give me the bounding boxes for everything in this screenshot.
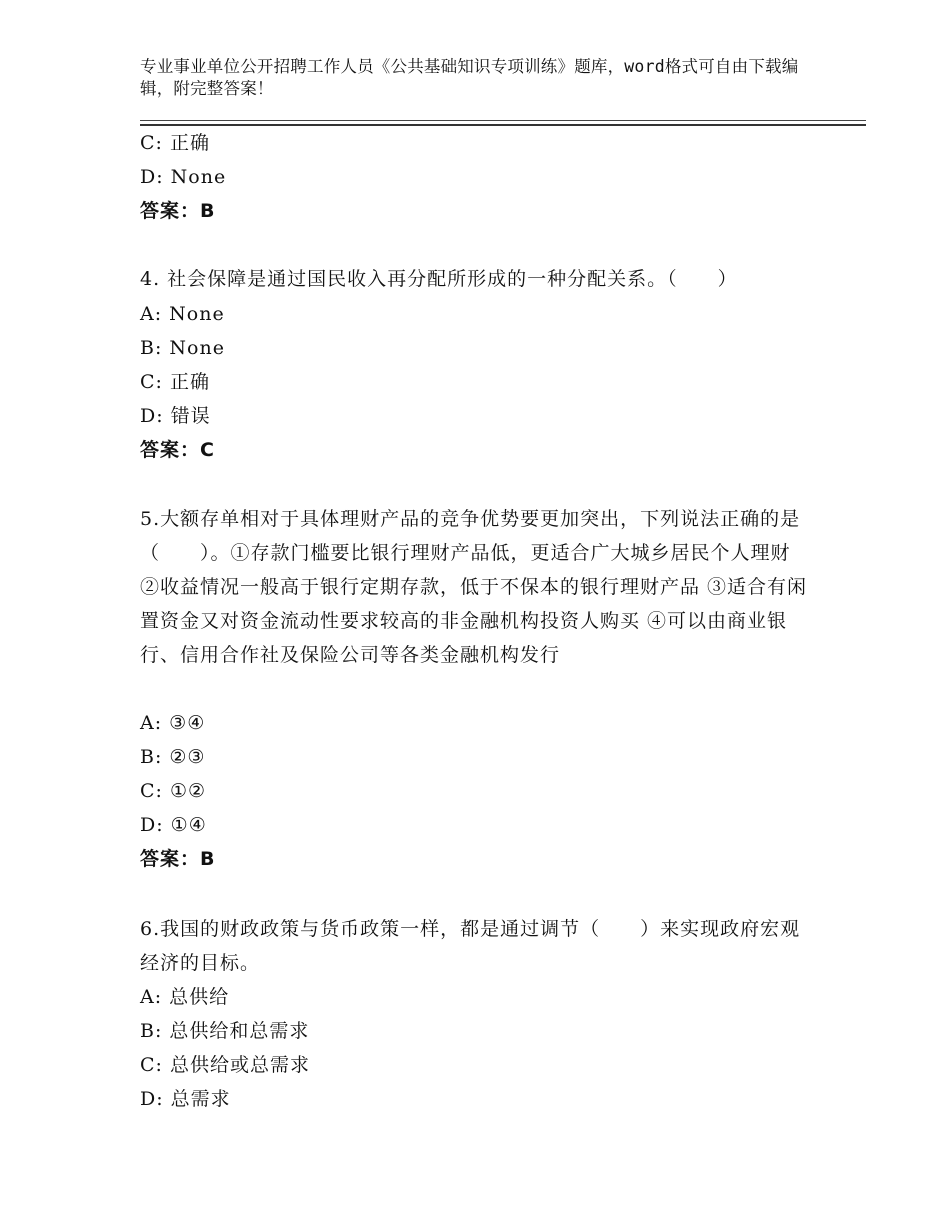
- option-c: C: 正确: [140, 132, 210, 154]
- q6-option-d: D: 总需求: [140, 1088, 231, 1110]
- q5-option-d: D: ①④: [140, 814, 207, 836]
- question-4-text: 4. 社会保障是通过国民收入再分配所形成的一种分配关系。（ ）: [140, 268, 738, 290]
- header-rule-thin: [140, 120, 866, 121]
- q4-option-d: D: 错误: [140, 405, 211, 427]
- question-6-text: 6.我国的财政政策与货币政策一样，都是通过调节（ ）来实现政府宏观经济的目标。: [140, 918, 801, 974]
- option-d: D: None: [140, 166, 227, 188]
- q4-option-c: C: 正确: [140, 371, 210, 393]
- q5-answer: 答案：B: [140, 848, 216, 870]
- q4-option-b: B: None: [140, 337, 225, 359]
- q6-option-a: A: 总供给: [140, 986, 230, 1008]
- q6-option-c: C: 总供给或总需求: [140, 1054, 310, 1076]
- page-header: 专业事业单位公开招聘工作人员《公共基础知识专项训练》题库，word格式可自由下载编辑，附完整答案！: [140, 57, 799, 98]
- q4-option-a: A: None: [140, 303, 225, 325]
- q5-option-b: B: ②③: [140, 746, 206, 768]
- question-5-text: 5.大额存单相对于具体理财产品的竞争优势要更加突出，下列说法正确的是（ ）。①存款门槛要比银行理财产品低，更适合广大城乡居民个人理财 ②收益情况一般高于银行定期存款，低于不保本的银行理财产品 ③适合有闲置资金又对资金流动性要求较高的非金融机构投资人购买 ④可以由商业银行、信用合作社及保险公司等各类金融机构发行: [140, 508, 808, 666]
- q5-option-c: C: ①②: [140, 780, 207, 802]
- answer-label: 答案：B: [140, 200, 216, 222]
- header-rule-thick: [140, 124, 866, 126]
- q5-option-a: A: ③④: [140, 712, 206, 734]
- q4-answer: 答案：C: [140, 439, 215, 461]
- q6-option-b: B: 总供给和总需求: [140, 1020, 310, 1042]
